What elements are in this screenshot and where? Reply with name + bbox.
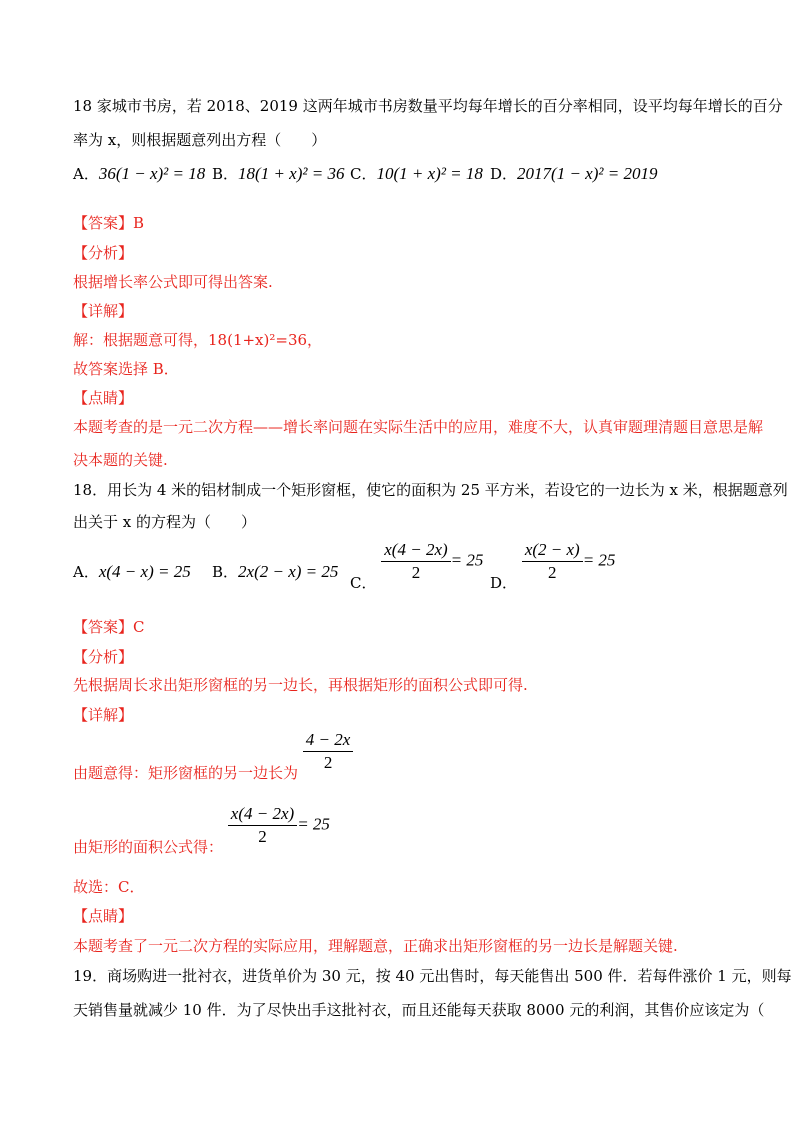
q18-detail-step2: 由矩形的面积公式得： $\frac{x(4 - 2x)}{2}$ = 25 bbox=[73, 804, 330, 856]
q18-stem-line2: 出关于 x 的方程为（ ） bbox=[73, 513, 256, 531]
q18-choose: 故选：C． bbox=[73, 878, 145, 896]
q17-detail-line1: 解：根据题意可得，18(1+x)²=36， bbox=[73, 331, 323, 349]
q18-option-b: B．2x(2 − x) = 25 bbox=[212, 562, 339, 581]
q17-detail-line2: 故答案选择 B． bbox=[73, 360, 179, 378]
q19-stem-line1: 19．商场购进一批衬衣，进货单价为 30 元，按 40 元出售时，每天能售出 500 件．若每件涨价 1 元，则每 bbox=[73, 967, 792, 985]
q17-option-d-eq: 2017(1 − x)² = 2019 bbox=[517, 164, 658, 183]
q17-analysis-tag: 【分析】 bbox=[73, 244, 134, 262]
q18-detail-tag: 【详解】 bbox=[73, 706, 134, 724]
q17-option-c-eq: 10(1 + x)² = 18 bbox=[376, 164, 483, 183]
q18-option-d: D． $\frac{x(2 - x)}{2}$ = 25 bbox=[490, 540, 616, 592]
q17-stem-line2: 率为 x，则根据题意列出方程（ ） bbox=[73, 131, 327, 149]
q17-comment-line2: 决本题的关键. bbox=[73, 451, 168, 469]
q18-answer: 【答案】C bbox=[73, 618, 145, 636]
q17-option-c: C．10(1 + x)² = 18 bbox=[350, 164, 483, 183]
q17-option-d: D．2017(1 − x)² = 2019 bbox=[490, 164, 658, 183]
q17-comment-tag: 【点睛】 bbox=[73, 389, 134, 407]
q18-option-b-eq: 2x(2 − x) = 25 bbox=[238, 562, 339, 581]
q17-answer: 【答案】B bbox=[73, 214, 145, 232]
q17-option-a-eq: 36(1 − x)² = 18 bbox=[98, 164, 206, 183]
q18-analysis: 先根据周长求出矩形窗框的另一边长，再根据矩形的面积公式即可得. bbox=[73, 676, 528, 694]
q17-stem-line1: 18 家城市书房，若 2018、2019 这两年城市书房数量平均每年增长的百分率相同，设平均每年增长的百分 bbox=[73, 97, 783, 115]
q18-option-a: A．x(4 − x) = 25 bbox=[73, 562, 191, 581]
q18-option-c-fraction: $\frac{x(4 - 2x)}{2}$ bbox=[381, 540, 450, 583]
q19-stem-line2: 天销售量就减少 10 件．为了尽快出手这批衬衣，而且还能每天获取 8000 元的利润，其售价应该定为（ bbox=[73, 1001, 765, 1019]
q18-detail-fraction1: $\frac{4 - 2x}{2}$ bbox=[303, 730, 354, 773]
q18-detail-fraction2: $\frac{x(4 - 2x)}{2}$ bbox=[228, 804, 297, 847]
q17-analysis: 根据增长率公式即可得出答案. bbox=[73, 273, 273, 291]
q17-option-b-eq: 18(1 + x)² = 36 bbox=[238, 164, 345, 183]
q17-detail-tag: 【详解】 bbox=[73, 302, 134, 320]
q18-detail-step1: 由题意得：矩形窗框的另一边长为 $\frac{4 - 2x}{2}$ bbox=[73, 730, 353, 773]
q18-option-d-fraction: $\frac{x(2 - x)}{2}$ bbox=[522, 540, 583, 583]
q18-option-a-eq: x(4 − x) = 25 bbox=[98, 562, 191, 581]
q17-option-b: B．18(1 + x)² = 36 bbox=[212, 164, 345, 183]
q17-comment-line1: 本题考查的是一元二次方程——增长率问题在实际生活中的应用，难度不大，认真审题理清题目意思是解 bbox=[73, 418, 764, 436]
q17-option-a: A．36(1 − x)² = 18 bbox=[73, 164, 206, 183]
q18-comment: 本题考查了一元二次方程的实际应用，理解题意，正确求出矩形窗框的另一边长是解题关键. bbox=[73, 937, 678, 955]
q18-option-c: C． $\frac{x(4 - 2x)}{2}$ = 25 bbox=[350, 540, 484, 592]
q18-comment-tag: 【点睛】 bbox=[73, 907, 134, 925]
q18-analysis-tag: 【分析】 bbox=[73, 648, 134, 666]
q18-stem-line1: 18．用长为 4 米的铝材制成一个矩形窗框，使它的面积为 25 平方米，若设它的一边长为 x 米，根据题意列 bbox=[73, 481, 788, 499]
